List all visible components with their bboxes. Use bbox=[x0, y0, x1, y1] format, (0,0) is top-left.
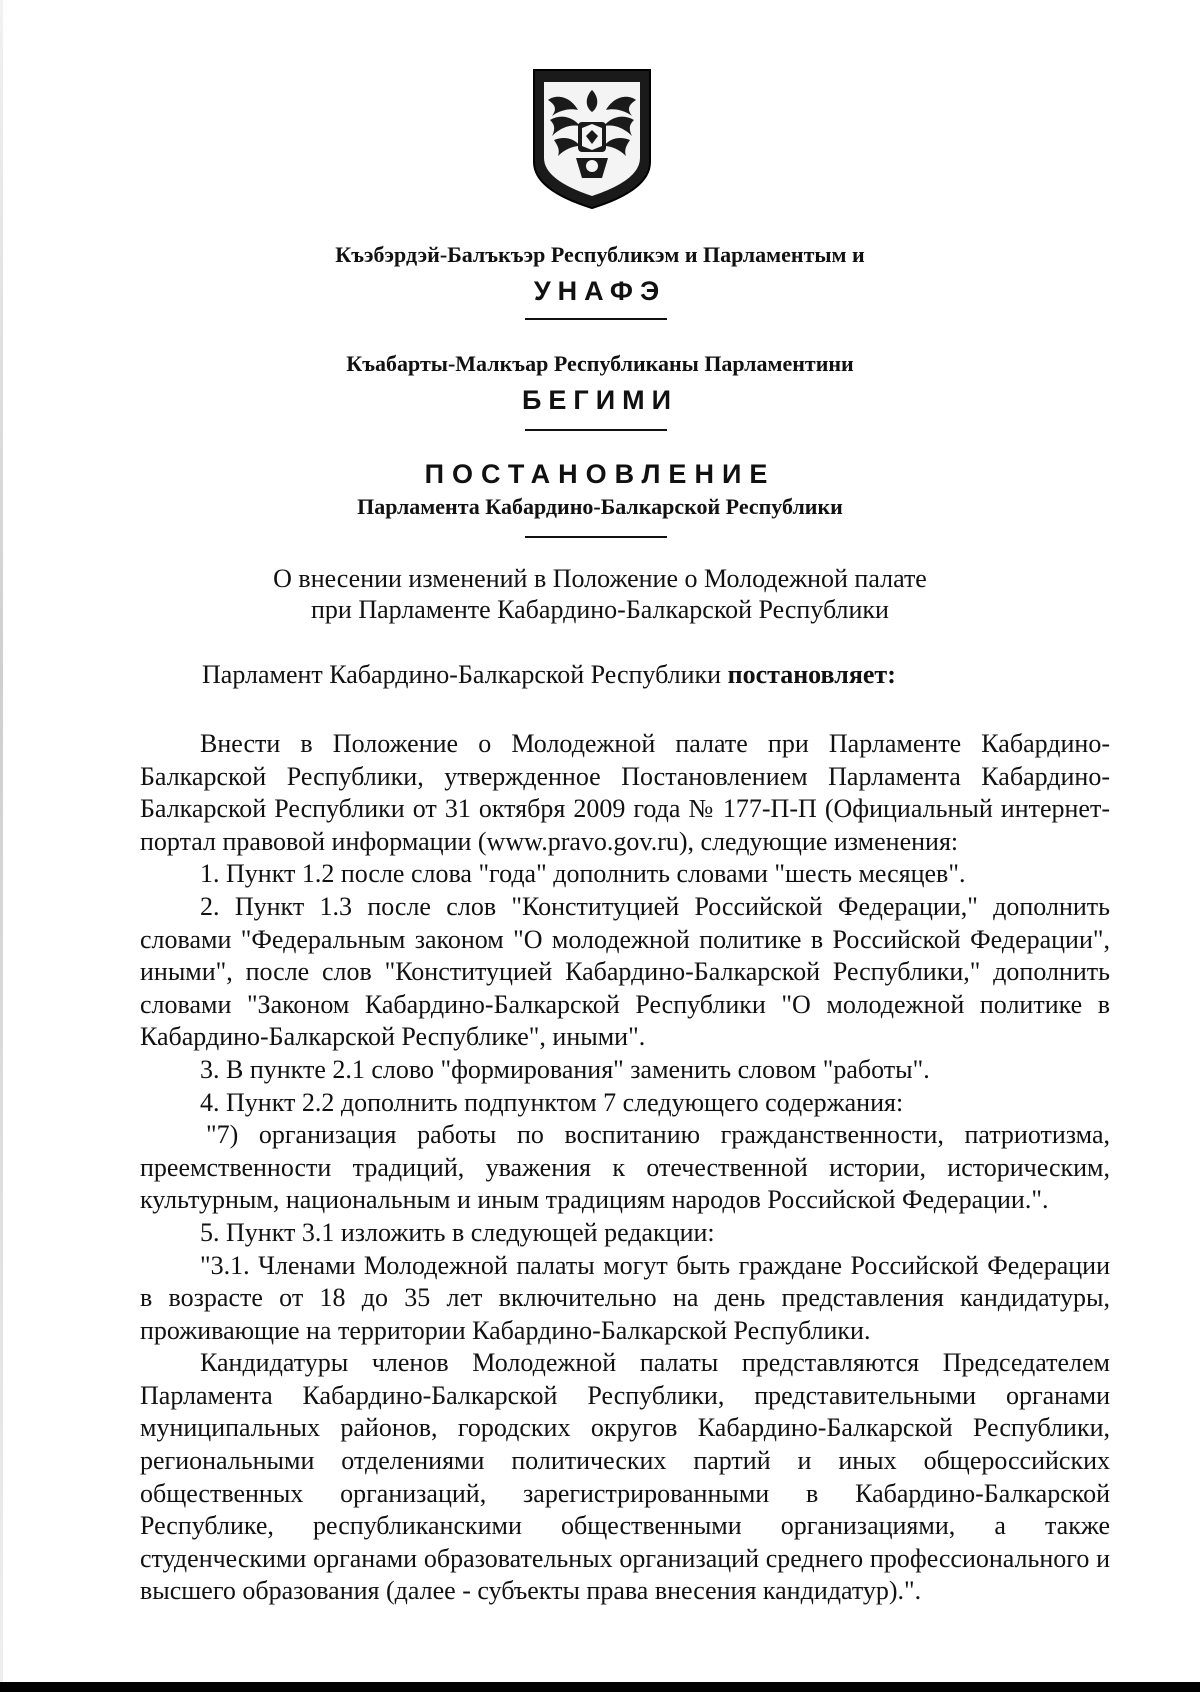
body-paragraph: 4. Пункт 2.2 дополнить подпунктом 7 следующего содержания: bbox=[200, 1087, 904, 1117]
republic-parliament-line-balkar: Къабарты-Малкъар Республиканы Парламентини bbox=[346, 351, 854, 376]
body-paragraph: 3. В пункте 2.1 слово "формирования" заменить словом "работы". bbox=[200, 1054, 930, 1084]
decree-preamble-text: Парламент Кабардино-Балкарской Республики bbox=[202, 660, 722, 689]
body-paragraph: Внести в Положение о Молодежной палате при Парламенте Кабардино-Балкарской Республики, утвержденное Постановлением Парламента Кабардино-Балкарской Республики от 31 октября 2009 года № 177-П-П (Официальный интернет-портал правовой информации (www.pravo.gov.ru), следующие изменения: bbox=[140, 729, 1110, 856]
scan-edge bbox=[0, 1682, 1200, 1692]
divider-rule bbox=[525, 318, 667, 320]
divider-rule bbox=[525, 536, 667, 538]
body-paragraph: "7) организация работы по воспитанию гражданственности, патриотизма, преемственности традиций, уважения к отечественной истории, историческим, культурным, национальным и иным традициям народов Российской Федерации.". bbox=[140, 1120, 1110, 1215]
document-title bbox=[0, 563, 1200, 625]
body-paragraph: 1. Пункт 1.2 после слова "года" дополнить словами "шесть месяцев". bbox=[200, 859, 966, 889]
body-paragraph: 5. Пункт 3.1 изложить в следующей редакции: bbox=[200, 1217, 715, 1247]
document-type-russian: ПОСТАНОВЛЕНИЕ bbox=[424, 459, 776, 489]
document-type-kabardian: УНАФЭ bbox=[533, 276, 667, 306]
decree-verb: постановляет: bbox=[727, 660, 896, 689]
body-paragraph: "3.1. Членами Молодежной палаты могут быть граждане Российской Федерации в возрасте от 18 до 35 лет включительно на день представления кандидатуры, проживающие на территории Кабардино-Балкарской Республики. bbox=[140, 1250, 1110, 1345]
body-paragraph: Кандидатуры членов Молодежной палаты представляются Председателем Парламента Кабардино-Балкарской Республики, представительными органами муниципальных районов, городских округов Кабардино-Балкарской Республики, региональными отделениями политических партий и иных общероссийских общественных организаций, зарегистрированными в Кабардино-Балкарской Республике, республиканскими общественными организациями, а также студенческими органами образовательных организаций среднего профессионального и высшего образования (далее - субъекты права внесения кандидатур).". bbox=[140, 1348, 1110, 1606]
republic-parliament-line-kabardian: Къэбэрдэй-Балъкъэр Республикэм и Парламентым и bbox=[335, 242, 865, 267]
divider-rule bbox=[525, 429, 667, 431]
decree-preamble bbox=[202, 660, 896, 690]
document-type-balkar: БЕГИМИ bbox=[521, 385, 679, 415]
document-title-line: О внесении изменений в Положение о Молодежной палате bbox=[273, 564, 927, 593]
document-body bbox=[140, 728, 1110, 1608]
republic-parliament-line-russian: Парламента Кабардино-Балкарской Республики bbox=[357, 494, 843, 519]
document-title-line: при Парламенте Кабардино-Балкарской Республики bbox=[311, 595, 889, 624]
coat-of-arms-emblem bbox=[530, 66, 654, 210]
body-paragraph: 2. Пункт 1.3 после слов "Конституцией Российской Федерации," дополнить словами "Федеральным законом "О молодежной политике в Российской Федерации", иными", после слов "Конституцией Кабардино-Балкарской Республики," дополнить словами "Законом Кабардино-Балкарской Республики "О молодежной политике в Кабардино-Балкарской Республике", иными". bbox=[140, 891, 1110, 1052]
